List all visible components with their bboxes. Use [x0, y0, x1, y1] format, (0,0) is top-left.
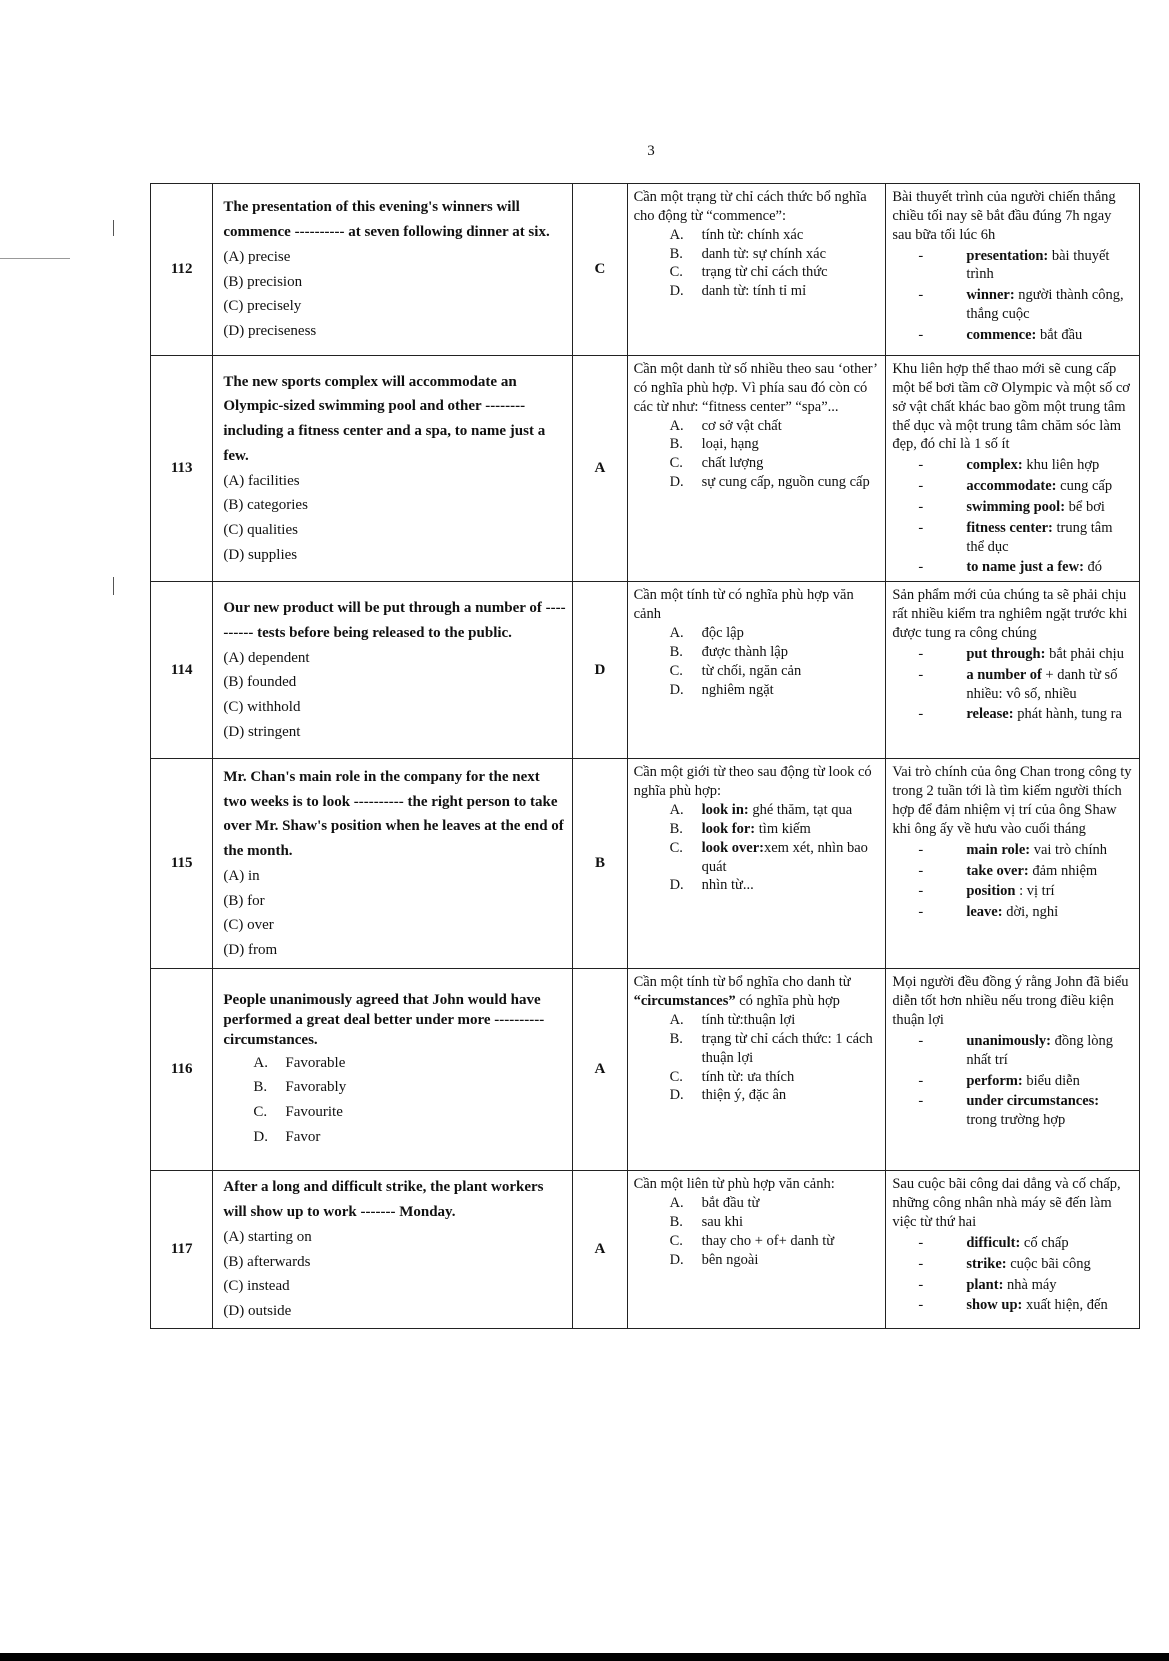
vocab-item: - put through: bắt phải chịu	[918, 645, 1124, 662]
vocab-item: - to name just a few: đó	[918, 559, 1103, 576]
explanation-item: D. danh từ: tính tỉ mỉ	[669, 283, 807, 300]
option: (B) for	[223, 892, 265, 909]
vocab-item: - commence: bắt đầu	[918, 326, 1083, 343]
question-text: Our new product will be put through a number of ---------- tests before being released to the public.	[223, 600, 566, 641]
option: A. Favorable	[253, 1054, 346, 1071]
option: C. Favourite	[253, 1104, 343, 1121]
vocab-item: - perform: biểu diễn	[918, 1072, 1080, 1089]
translation-cell	[886, 969, 1140, 1171]
question-number: 112	[151, 184, 213, 356]
question-number: 115	[151, 759, 213, 969]
question-number: 116	[151, 969, 213, 1171]
vocab-item: - a number of + danh từ số nhiều: vô số, nhiều	[918, 666, 1118, 702]
explanation-cell	[627, 356, 886, 582]
answer-key: D	[573, 582, 627, 759]
scan-mark	[113, 220, 114, 236]
option: (A) facilities	[223, 472, 300, 489]
option: (A) in	[223, 867, 260, 884]
explanation-item: C. trạng từ chỉ cách thức	[669, 264, 828, 281]
translation-cell	[886, 1171, 1140, 1329]
question-text: After a long and difficult strike, the plant workers will show up to work ------- Monday.	[223, 1179, 544, 1221]
question-cell	[213, 356, 573, 582]
explanation-item: C. look over:xem xét, nhìn bao quát	[669, 839, 868, 875]
option: (D) outside	[223, 1303, 292, 1320]
vocab-item: - position : vị trí	[918, 883, 1055, 900]
explanation-item: A. độc lập	[669, 624, 744, 641]
option: (D) from	[223, 942, 278, 959]
explanation-cell	[627, 1171, 886, 1329]
answer-key: C	[573, 184, 627, 356]
question-number: 113	[151, 356, 213, 582]
scan-mark	[113, 577, 114, 595]
question-cell	[213, 759, 573, 969]
question-table	[150, 183, 1140, 1329]
vocab-item: - show up: xuất hiện, đến	[918, 1297, 1108, 1314]
explanation-item: B. sau khi	[669, 1213, 744, 1230]
vocab-item: - fitness center: trung tâm thể dục	[918, 519, 1113, 555]
explanation-item: D. thiện ý, đặc ân	[669, 1087, 787, 1104]
vocab-item: - leave: dời, nghỉ	[918, 904, 1059, 921]
explanation-item: A. bắt đầu từ	[669, 1195, 760, 1212]
question-row	[151, 582, 1140, 759]
explanation-item: A. tính từ: chính xác	[669, 226, 804, 243]
option: (A) dependent	[223, 649, 310, 666]
scan-edge	[0, 1653, 1169, 1661]
answer-key: A	[573, 969, 627, 1171]
question-row	[151, 356, 1140, 582]
explanation-item: D. sự cung cấp, nguồn cung cấp	[669, 474, 870, 491]
explanation-item: B. loại, hạng	[669, 436, 759, 453]
explanation-intro: Cần một danh từ số nhiều theo sau ‘other’ có nghĩa phù hợp. Vì phía sau đó còn có các từ như: “fitness center” “spa”...	[633, 361, 877, 415]
question-number: 114	[151, 582, 213, 759]
explanation-item: A. tính từ:thuận lợi	[669, 1011, 796, 1028]
answer-key: A	[573, 356, 627, 582]
option: (C) instead	[223, 1278, 290, 1295]
vocab-item: - main role: vai trò chính	[918, 841, 1108, 858]
question-text: The presentation of this evening's winners will commence ---------- at seven following dinner at six.	[223, 199, 550, 240]
vocab-item: - winner: người thành công, thắng cuộc	[918, 287, 1124, 323]
option: (D) preciseness	[223, 323, 317, 339]
explanation-cell	[627, 759, 886, 969]
translation-text: Sau cuộc bãi công dai dẳng và cố chấp, những công nhân nhà máy sẽ đến làm việc từ thứ hai	[892, 1176, 1121, 1230]
option: D. Favor	[253, 1128, 321, 1145]
explanation-intro: Cần một trạng từ chỉ cách thức bổ nghĩa cho động từ “commence”:	[633, 189, 867, 224]
vocab-item: - take over: đảm nhiệm	[918, 862, 1098, 879]
question-row	[151, 759, 1140, 969]
translation-cell	[886, 356, 1140, 582]
question-cell	[213, 1171, 573, 1329]
explanation-intro: Cần một tính từ có nghĩa phù hợp văn cảnh	[633, 587, 854, 623]
explanation-item: A. look in: ghé thăm, tạt qua	[669, 801, 853, 818]
explanation-item: B. look for: tìm kiếm	[669, 820, 811, 837]
option: (B) precision	[223, 273, 303, 290]
translation-text: Bài thuyết trình của người chiến thắng chiều tối nay sẽ bắt đầu đúng 7h ngay sau bữa tối lúc 6h	[892, 189, 1116, 243]
translation-text: Sản phẩm mới của chúng ta sẽ phải chịu rất nhiều kiểm tra nghiêm ngặt trước khi được tung ra công chúng	[892, 587, 1128, 641]
vocab-item: - swimming pool: bể bơi	[918, 498, 1105, 515]
explanation-item: C. từ chối, ngăn cản	[669, 662, 802, 679]
option: (B) categories	[223, 497, 308, 514]
explanation-item: B. danh từ: sự chính xác	[669, 245, 827, 262]
answer-key: B	[573, 759, 627, 969]
option: (C) precisely	[223, 298, 302, 315]
question-text: Mr. Chan's main role in the company for the next two weeks is to look ---------- the right person to take over Mr. Shaw's position when he leaves at the end of the month.	[223, 768, 564, 860]
explanation-intro: Cần một giới từ theo sau động từ look có nghĩa phù hợp:	[633, 764, 872, 800]
option: B. Favorably	[253, 1079, 347, 1096]
explanation-item: B. được thành lập	[669, 643, 788, 660]
question-cell	[213, 582, 573, 759]
explanation-item: D. bên ngoài	[669, 1251, 759, 1268]
translation-text: Mọi người đều đồng ý rằng John đã biểu diễn tốt hơn nhiều nếu trong điều kiện thuận lợi	[892, 974, 1129, 1028]
explanation-item: D. nghiêm ngặt	[669, 681, 774, 698]
explanation-item: D. nhìn từ...	[669, 877, 754, 894]
page-number: 3	[647, 143, 655, 159]
vocab-item: - strike: cuộc bãi công	[918, 1255, 1091, 1272]
question-cell	[213, 969, 573, 1171]
explanation-item: A. cơ sở vật chất	[669, 417, 782, 434]
explanation-item: C. chất lượng	[669, 455, 764, 472]
option: (A) starting on	[223, 1228, 312, 1245]
question-row	[151, 1171, 1140, 1329]
explanation-item: C. tính từ: ưa thích	[669, 1068, 795, 1085]
option: (D) supplies	[223, 546, 298, 563]
question-text: The new sports complex will accommodate an Olympic-sized swimming pool and other -------- including a fitness center and a spa, to name just a few.	[223, 373, 546, 464]
option: (C) qualities	[223, 522, 298, 539]
explanation-cell	[627, 969, 886, 1171]
question-text: People unanimously agreed that John would have performed a great deal better under more ---------- circumstances.	[223, 991, 545, 1049]
vocab-item: - plant: nhà máy	[918, 1276, 1057, 1293]
option: (D) stringent	[223, 723, 301, 740]
option: (C) withhold	[223, 699, 301, 716]
vocab-item: - unanimously: đồng lòng nhất trí	[918, 1032, 1113, 1068]
vocab-item: - presentation: bài thuyết trình	[918, 247, 1110, 283]
translation-cell	[886, 582, 1140, 759]
explanation-item: C. thay cho + of+ danh từ	[669, 1232, 835, 1249]
translation-cell	[886, 759, 1140, 969]
translation-text: Khu liên hợp thể thao mới sẽ cung cấp một bể bơi tầm cỡ Olympic và một số cơ sở vật chất khác bao gồm một trung tâm thể dục và một trung tâm chăm sóc làm đẹp, đó chỉ là 1 số ít	[892, 361, 1130, 453]
translation-cell	[886, 184, 1140, 356]
option: (A) precise	[223, 248, 291, 265]
option: (C) over	[223, 917, 274, 934]
margin-rule	[0, 258, 70, 259]
vocab-item: - release: phát hành, tung ra	[918, 706, 1122, 723]
vocab-item: - difficult: cố chấp	[918, 1234, 1069, 1251]
explanation-cell	[627, 184, 886, 356]
answer-key: A	[573, 1171, 627, 1329]
question-number: 117	[151, 1171, 213, 1329]
explanation-intro: Cần một liên từ phù hợp văn cảnh:	[633, 1176, 835, 1193]
translation-text: Vai trò chính của ông Chan trong công ty trong 2 tuần tới là tìm kiếm người thích hợp để đảm nhiệm vị trí của ông Shaw khi ông ấy về hưu vào cuối tháng	[892, 764, 1132, 837]
vocab-item: - complex: khu liên hợp	[918, 457, 1100, 474]
explanation-item: B. trạng từ chỉ cách thức: 1 cách thuận lợi	[669, 1030, 873, 1066]
question-row	[151, 969, 1140, 1171]
explanation-intro: Cần một tính từ bổ nghĩa cho danh từ “circumstances” có nghĩa phù hợp	[633, 974, 851, 1010]
vocab-item: - under circumstances: trong trường hợp	[918, 1093, 1100, 1129]
vocab-item: - accommodate: cung cấp	[918, 478, 1113, 495]
explanation-cell	[627, 582, 886, 759]
option: (B) afterwards	[223, 1253, 311, 1270]
question-cell	[213, 184, 573, 356]
question-row	[151, 184, 1140, 356]
option: (B) founded	[223, 674, 297, 691]
